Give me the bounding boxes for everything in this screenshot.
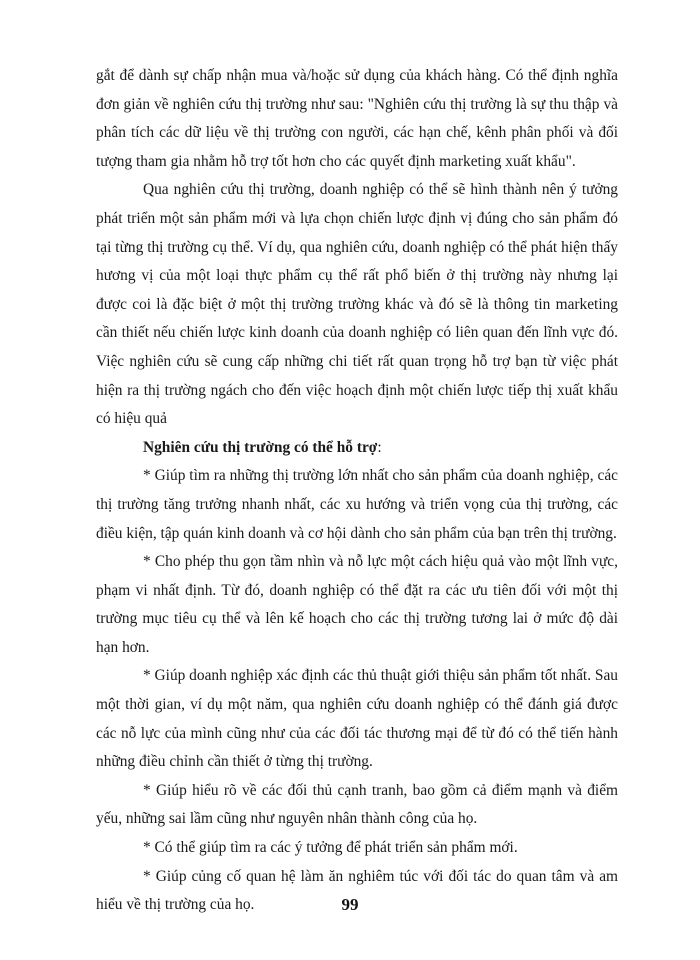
bullet-item-3: * Giúp doanh nghiệp xác định các thủ thuật giới thiệu sản phẩm tốt nhất. Sau một thời gian, ví dụ một năm, qua nghiên cứu doanh nghiệp có thể đánh giá được các nỗ lực của mình cũng như của các đối tác thương mại để từ đó có thể tiến hành những điều chỉnh cần thiết ở từng thị trường. [96,667,618,771]
bullet-item-4: * Giúp hiểu rõ về các đối thủ cạnh tranh, bao gồm cả điểm mạnh và điểm yếu, những sai lầm cũng như nguyên nhân thành công của họ. [96,781,618,828]
section-heading [96,434,618,463]
bullet-item-5: * Có thể giúp tìm ra các ý tưởng để phát triển sản phẩm mới. [143,839,518,857]
paragraph-1: gắt để dành sự chấp nhận mua và/hoặc sử dụng của khách hàng. Có thể định nghĩa đơn giản về nghiên cứu thị trường như sau: "Nghiên cứu thị trường là sự thu thập và phân tích các dữ liệu về thị trường con người, các hạn chế, kênh phân phối và đối tượng tham gia nhằm hỗ trợ tốt hơn cho các quyết định marketing xuất khẩu". [96,67,618,170]
bullet-item-2: * Cho phép thu gọn tầm nhìn và nỗ lực một cách hiệu quả vào một lĩnh vực, phạm vi nhất định. Từ đó, doanh nghiệp có thể đặt ra các ưu tiên đối với một thị trường mục tiêu cụ thể và lên kế hoạch cho các thị trường tương lai ở mức độ dài hạn hơn. [96,553,618,656]
document-body [96,62,618,920]
page-number: 99 [341,895,359,914]
paragraph-2: Qua nghiên cứu thị trường, doanh nghiệp có thể sẽ hình thành nên ý tưởng phát triển một sản phẩm mới và lựa chọn chiến lược định vị đúng cho sản phẩm đó tại từng thị trường cụ thể. Ví dụ, qua nghiên cứu, doanh nghiệp có thể phát hiện thấy hương vị của một loại thực phẩm cụ thể rất phổ biến ở thị trường này nhưng lại được coi là đặc biệt ở một thị trường trường khác và đó sẽ là thông tin marketing cần thiết nếu chiến lược kinh doanh của doanh nghiệp có liên quan đến lĩnh vực đó. Việc nghiên cứu sẽ cung cấp những chi tiết rất quan trọng hỗ trợ bạn từ việc phát hiện ra thị trường ngách cho đến việc hoạch định một chiến lược tiếp thị xuất khẩu có hiệu quả [96,181,618,428]
bullet-item-1: * Giúp tìm ra những thị trường lớn nhất cho sản phẩm của doanh nghiệp, các thị trường tăng trưởng nhanh nhất, các xu hướng và triển vọng của thị trường, các điều kiện, tập quán kinh doanh và cơ hội dành cho sản phẩm của bạn trên thị trường. [96,467,618,542]
bullet-item-6: * Giúp củng cố quan hệ làm ăn nghiêm túc với đối tác do quan tâm và am hiểu về thị trường của họ. [96,867,618,914]
section-heading-bold: Nghiên cứu thị trường có thể hỗ trợ [143,438,378,456]
section-heading-colon: : [377,438,382,456]
